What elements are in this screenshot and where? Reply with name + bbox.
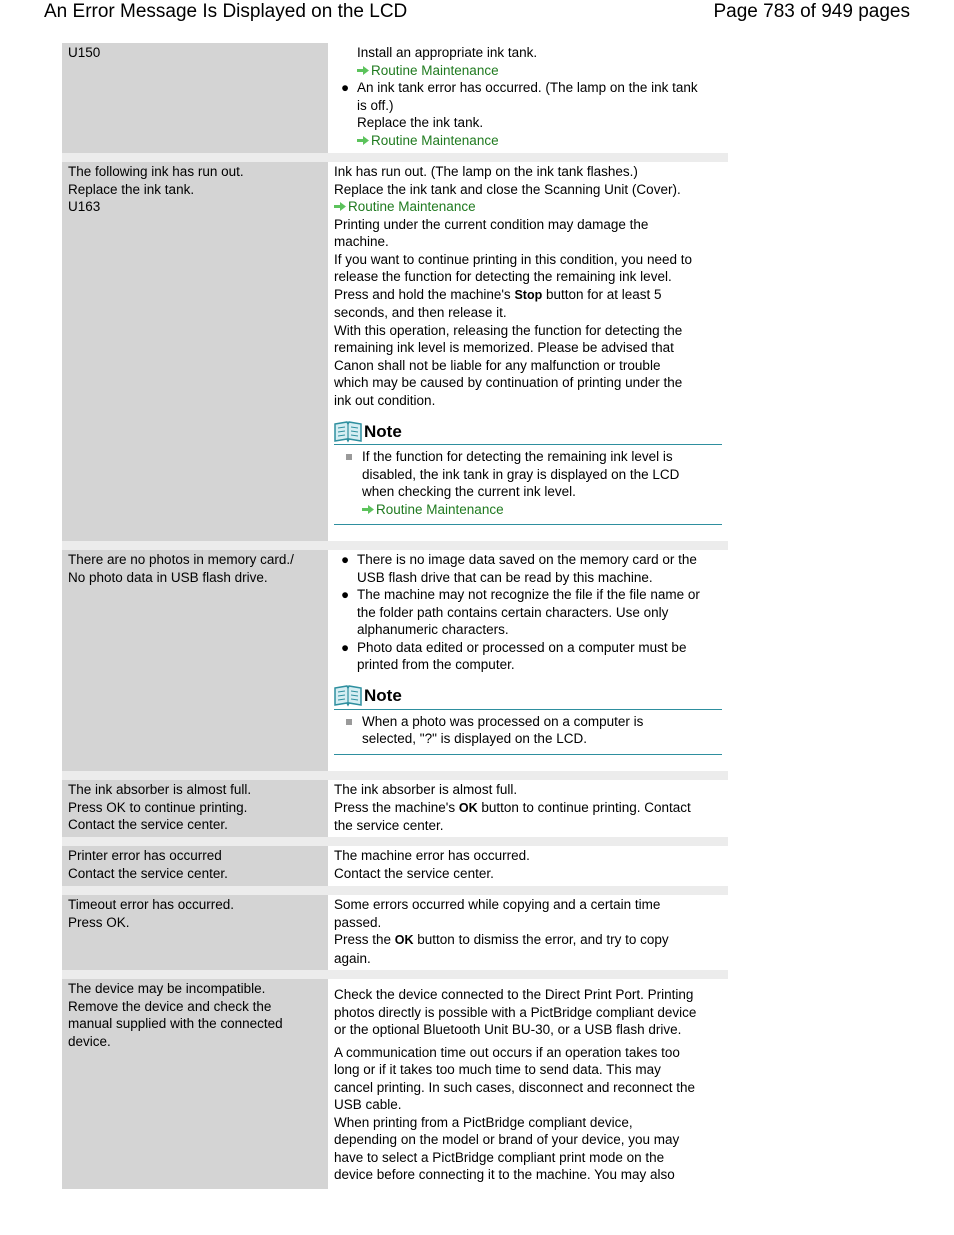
row-separator	[62, 153, 728, 162]
note-text: When a photo was processed on a computer is	[362, 713, 644, 729]
error-message-line: The device may be incompatible.	[68, 981, 266, 996]
stop-button-label: Stop	[514, 287, 543, 302]
table-row	[62, 979, 728, 1189]
list-item	[334, 586, 722, 639]
cause-text: USB flash drive that can be read by this machine.	[357, 569, 653, 585]
error-message-cell	[62, 979, 328, 1189]
error-message-cell	[62, 895, 328, 970]
note-text: when checking the current ink level.	[362, 484, 576, 499]
table-row	[62, 43, 728, 153]
cause-text: is off.)	[357, 97, 394, 113]
routine-maintenance-link[interactable]: Routine Maintenance	[334, 62, 722, 80]
row-separator	[62, 970, 728, 979]
cause-text: The machine error has occurred.	[334, 848, 530, 863]
error-message-line: Contact the service center.	[68, 817, 228, 832]
bullet-icon: ●	[341, 552, 350, 567]
cause-text: Press and hold the machine's Stop button for at least 5	[334, 286, 662, 302]
error-message-line: There are no photos in memory card./	[68, 552, 294, 567]
note-title: Note	[364, 421, 402, 441]
cause-text: When printing from a PictBridge compliant device,	[334, 1114, 633, 1130]
cause-cell	[328, 846, 728, 886]
cause-text: If you want to continue printing in this condition, you need to	[334, 251, 692, 267]
cause-text: alphanumeric characters.	[357, 622, 509, 637]
list-item	[334, 448, 722, 518]
square-bullet-icon	[346, 719, 352, 725]
error-message-line: The following ink has run out.	[68, 164, 244, 179]
cause-text: again.	[334, 950, 371, 966]
cause-text: There is no image data saved on the memory card or the	[357, 552, 697, 567]
cause-text: The machine may not recognize the file if the file name or	[357, 587, 700, 602]
note-body	[334, 445, 722, 525]
ok-button-label: OK	[458, 800, 478, 815]
cause-text: seconds, and then release it.	[334, 305, 507, 320]
error-message-line: Press OK.	[68, 914, 130, 930]
cause-text: Printing under the current condition may damage the	[334, 216, 649, 232]
routine-maintenance-link[interactable]: Routine Maintenance	[334, 198, 722, 216]
error-table	[62, 43, 728, 1189]
error-message-cell	[62, 846, 328, 886]
error-message-line: manual supplied with the connected	[68, 1016, 283, 1031]
cause-text: release the function for detecting the remaining ink level.	[334, 269, 672, 284]
bullet-icon: ●	[341, 639, 350, 655]
cause-text: remaining ink level is memorized. Please be advised that	[334, 340, 674, 355]
note-header	[334, 419, 722, 445]
error-message-line: U150	[68, 45, 101, 60]
cause-text: long or if it takes too much time to send data. This may	[334, 1062, 661, 1077]
error-message-line: Printer error has occurred	[68, 848, 222, 863]
error-message-line: Contact the service center.	[68, 865, 228, 881]
cause-cell	[328, 979, 728, 1189]
cause-text: have to select a PictBridge compliant print mode on the	[334, 1149, 665, 1165]
arrow-right-icon	[357, 66, 369, 75]
note-text: selected, "?" is displayed on the LCD.	[362, 731, 587, 746]
cause-cell	[328, 43, 728, 153]
note-text: disabled, the ink tank in gray is displayed on the LCD	[362, 466, 680, 482]
note-text: If the function for detecting the remaining ink level is	[362, 449, 673, 464]
ok-button-label: OK	[394, 933, 414, 947]
table-row	[62, 550, 728, 771]
cause-text: Install an appropriate ink tank.	[357, 45, 538, 60]
table-row	[62, 895, 728, 970]
note-header	[334, 684, 722, 710]
cause-text: machine.	[334, 234, 389, 249]
error-message-line: No photo data in USB flash drive.	[68, 569, 268, 585]
error-message-line: U163	[68, 199, 101, 214]
error-message-cell	[62, 162, 328, 541]
cause-text: Check the device connected to the Direct Print Port. Printing	[334, 987, 694, 1002]
list-item	[334, 79, 722, 149]
table-row	[62, 780, 728, 837]
arrow-right-icon	[362, 505, 374, 514]
cause-text: With this operation, releasing the function for detecting the	[334, 322, 683, 338]
cause-text: photos directly is possible with a PictBridge compliant device	[334, 1004, 697, 1020]
error-message-line: The ink absorber is almost full.	[68, 782, 252, 797]
error-message-line: Remove the device and check the	[68, 998, 272, 1014]
row-separator	[62, 837, 728, 846]
error-message-cell	[62, 43, 328, 153]
bullet-icon: ●	[341, 80, 350, 95]
cause-text: depending on the model or brand of your device, you may	[334, 1132, 680, 1147]
cause-text: An ink tank error has occurred. (The lamp on the ink tank	[357, 80, 698, 95]
arrow-right-icon	[357, 136, 369, 145]
list-item	[334, 713, 722, 748]
cause-text: Replace the ink tank.	[357, 115, 484, 130]
error-message-line: device.	[68, 1033, 111, 1049]
routine-maintenance-link[interactable]: Routine Maintenance	[362, 501, 722, 519]
square-bullet-icon	[346, 454, 352, 460]
cause-text: A communication time out occurs if an operation takes too	[334, 1044, 680, 1060]
list-item	[334, 551, 722, 586]
cause-text: Some errors occurred while copying and a certain time	[334, 897, 661, 912]
note-body	[334, 710, 722, 755]
cause-text: or the optional Bluetooth Unit BU-30, or a USB flash drive.	[334, 1022, 682, 1037]
cause-cell	[328, 162, 728, 541]
cause-text: printed from the computer.	[357, 657, 515, 672]
cause-text: ink out condition.	[334, 392, 436, 408]
cause-text: Contact the service center.	[334, 865, 494, 881]
cause-text: USB cable.	[334, 1097, 402, 1112]
page-number: Page 783 of 949 pages	[713, 1, 910, 22]
row-separator	[62, 541, 728, 550]
page-title: An Error Message Is Displayed on the LCD	[44, 1, 408, 22]
cause-text: the service center.	[334, 818, 444, 833]
cause-text: The ink absorber is almost full.	[334, 782, 518, 797]
cause-text: Photo data edited or processed on a computer must be	[357, 639, 687, 655]
row-separator	[62, 771, 728, 780]
cause-text: device before connecting it to the machine. You may also	[334, 1167, 675, 1182]
cause-text: Press the OK button to dismiss the error, and try to copy	[334, 932, 669, 947]
table-row	[62, 846, 728, 886]
table-row	[62, 162, 728, 541]
error-message-line: Replace the ink tank.	[68, 181, 195, 197]
error-message-line: Press OK to continue printing.	[68, 799, 248, 815]
note-title: Note	[364, 686, 402, 706]
cause-text: Ink has run out. (The lamp on the ink tank flashes.)	[334, 164, 638, 179]
cause-text: the folder path contains certain characters. Use only	[357, 604, 669, 620]
row-separator	[62, 886, 728, 895]
book-icon	[334, 421, 362, 443]
bullet-icon: ●	[341, 587, 350, 602]
routine-maintenance-link[interactable]: Routine Maintenance	[357, 132, 722, 150]
list-item	[334, 639, 722, 674]
cause-text: which may be caused by continuation of printing under the	[334, 375, 683, 390]
cause-cell	[328, 895, 728, 970]
cause-text: Replace the ink tank and close the Scanning Unit (Cover).	[334, 181, 681, 197]
cause-text: Canon shall not be liable for any malfunction or trouble	[334, 357, 661, 373]
error-message-cell	[62, 780, 328, 837]
cause-cell	[328, 780, 728, 837]
error-message-line: Timeout error has occurred.	[68, 897, 235, 912]
cause-text: cancel printing. In such cases, disconnect and reconnect the	[334, 1079, 695, 1095]
cause-text: Press the machine's OK button to continue printing. Contact	[334, 799, 691, 815]
error-message-cell	[62, 550, 328, 771]
arrow-right-icon	[334, 202, 346, 211]
cause-text: passed.	[334, 914, 382, 930]
cause-cell	[328, 550, 728, 771]
book-icon	[334, 685, 362, 707]
